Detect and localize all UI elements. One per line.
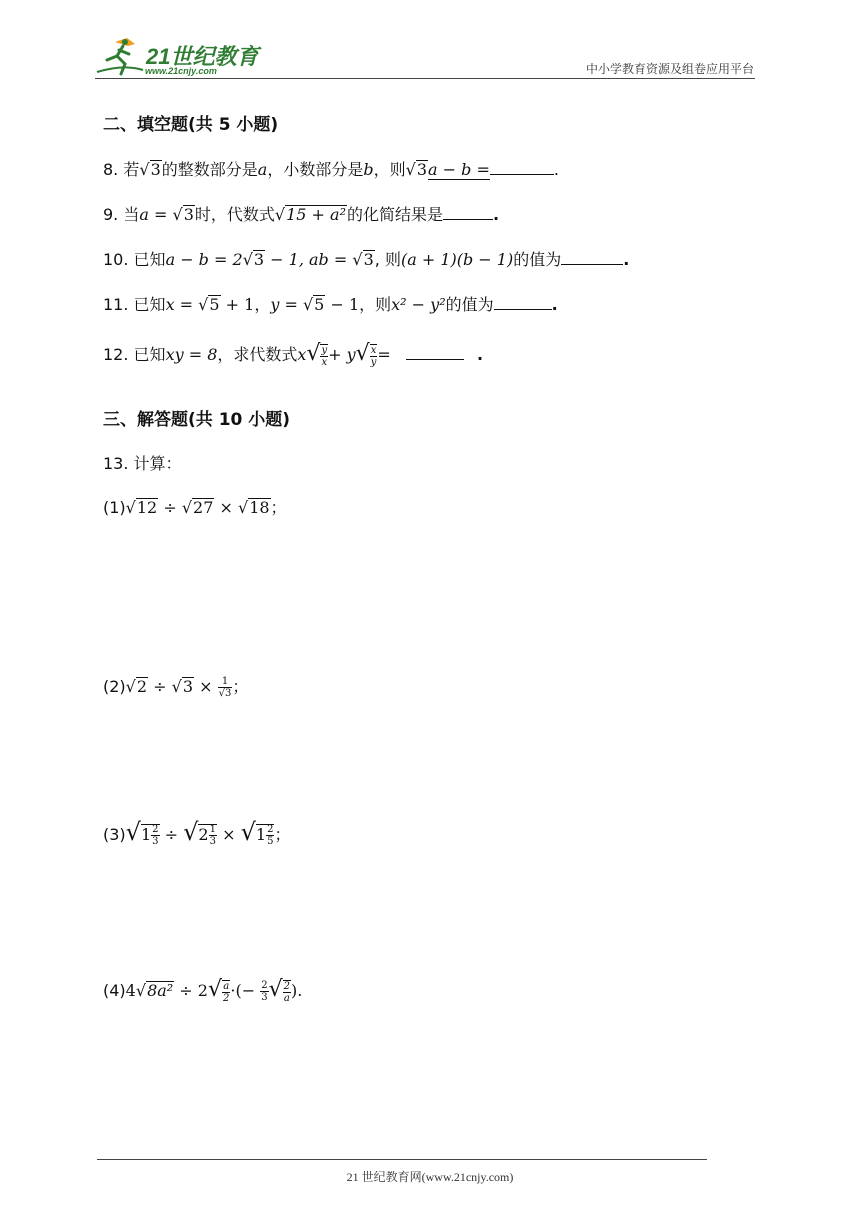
part-2: (2)√2 ÷ √3 × $\frac{1}{√3}$ ； xyxy=(103,676,249,699)
logo-url: www.21cnjy.com xyxy=(145,66,217,76)
header-divider xyxy=(95,78,755,79)
question-10: 10. 已知a − b = 2√3 − 1, ab = √3, 则(a + 1)(b − 1)的值为 . xyxy=(103,250,630,269)
header-platform-text: 中小学教育资源及组卷应用平台 xyxy=(585,62,754,76)
logo-title: 21世纪教育 xyxy=(146,44,259,69)
question-13: 13. 计算： xyxy=(103,454,182,473)
part-3: (3)√1 $\frac{2}{3}$ ÷ √2 $\frac{1}{3}$ × √1 $\frac{2}{5}$ ； xyxy=(103,818,291,847)
answer-blank-11[interactable] xyxy=(494,297,552,310)
part-1: (1)√12 ÷ √27 × √18； xyxy=(103,498,287,517)
question-11: 11. 已知x = √5 + 1，y = √5 − 1，则x² − y²的值为 . xyxy=(103,295,558,314)
question-12: 12. 已知xy = 8，求代数式x√ $\frac{y}{x}$ + y√ $\frac{x}{y}$ = . xyxy=(103,341,484,368)
answer-blank-8[interactable] xyxy=(490,162,554,175)
part-4: (4)4√8a² ÷ 2√ $\frac{a}{2}$ ·(− $\frac{2}{3}$ √ $\frac{2}{a}$ ). xyxy=(103,977,303,1004)
answer-blank-10[interactable] xyxy=(561,252,623,265)
answer-blank-9[interactable] xyxy=(443,207,493,220)
footer-text: 21 世纪教育网(www.21cnjy.com) xyxy=(346,1170,514,1184)
question-8: 8. 若√3的整数部分是a，小数部分是b，则√3a − b = . xyxy=(103,160,559,179)
footer-divider xyxy=(97,1159,707,1160)
section-title-answer: 三、解答题(共 10 小题) xyxy=(103,410,291,430)
answer-blank-12[interactable] xyxy=(406,347,464,360)
question-9: 9. 当a = √3时，代数式√15 + a²的化简结果是 . xyxy=(103,205,500,224)
section-title-fill-in: 二、填空题(共 5 小题) xyxy=(103,115,279,135)
